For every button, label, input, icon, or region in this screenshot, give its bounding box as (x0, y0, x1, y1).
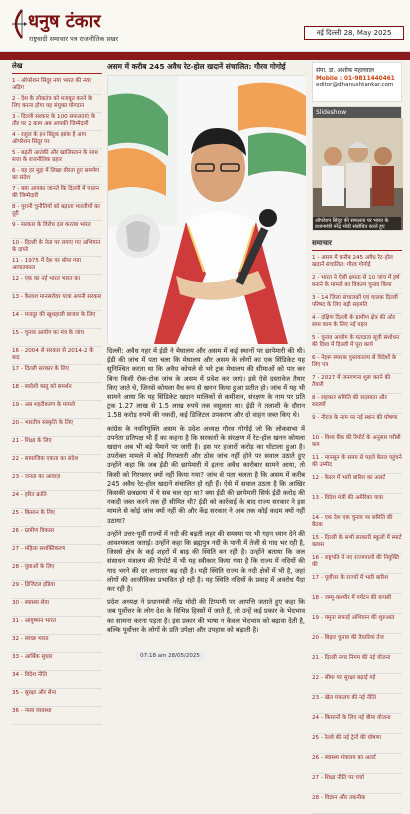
news-link[interactable]: 10 - विश्व बैंक की रिपोर्ट के अनुसार गरीबी कम (312, 434, 402, 454)
left-article-link[interactable]: 28 - युवाओं के लिए (12, 563, 102, 581)
news-section (312, 239, 402, 814)
left-article-link[interactable]: 26 - ग्रामीण विकास (12, 527, 102, 545)
slideshow-photo (313, 118, 403, 230)
left-article-link[interactable]: 24 - हरित क्रांति (12, 491, 102, 509)
site-tagline: राष्ट्रवादी समाचार पत्र राजनीतिक प्रखर (29, 35, 119, 43)
news-heading: समाचार (312, 239, 402, 251)
article-paragraph: कांग्रेस के नवनियुक्ति असम के प्रदेश अध्यक्ष गौरव गोगोई जो कि लोकसभा में उपनेता प्रतिपक्ष भी हैं का कहना है कि सरकारों के संरक्षण में रेट-होल खनन कोयला खदान अब भी बड़े पैमाने पर जारी है। इस पर हजारों करोड़ का घोटाला हुआ है। उपरोक्त मामले में कोई गिरफ्तारी और ठोस जांच नहीं होने पर सवाल उठाते हुए उन्होंने कहा कि जब ईडी की छापेमारी में इतना अवैध कारोबार सामने आया, तो किसी को गिरफ्तार क्यों नहीं किया गया? जांच से पता चलता है कि असम में करीब 245 अवैध रेट-होल खदानें संचालित हो रही हैं। ऐसे में सवाल उठता है कि आखिर किसकी छत्रछाया में ये सब चल रहा था? क्या ईडी की छापेमारी सिर्फ ईडी करोड़ की नकदी जब्त करने तक ही सीमित थी? ईडी को कार्रवाई के बाद राज्य सरकार ने इस मामले से कोई जांच क्यों नहीं की और केंद्र सरकार ने अब तक कोई कदम क्यों नहीं उठाया? (107, 424, 305, 525)
news-link[interactable]: 16 - राष्ट्रपति ने नए राज्यपालों की नियुक्ति की (312, 554, 402, 574)
news-link[interactable]: 14 - एक देश एक चुनाव पर समिति की बैठक (312, 514, 402, 534)
editor-email[interactable]: editor@dhanushtankar.com (316, 82, 394, 88)
left-article-link[interactable]: 9 - सरकार के विरोध दल करतब भारत (12, 221, 102, 239)
left-article-link[interactable]: 32 - स्वच्छ भारत (12, 635, 102, 653)
article-title: असम में करीब 245 अवैध रेट-होल खदानें संचालित: गौरव गोगोई (107, 62, 286, 71)
news-link[interactable]: 23 - खेल मंत्रालय की नई नीति (312, 694, 402, 714)
left-article-link[interactable]: 34 - विदेश नीति (12, 671, 102, 689)
current-date: नई दिल्ली 28, May 2025 (304, 26, 404, 40)
left-article-link[interactable]: 5 - बढ़ती आतंकी और खालिस्तान के साथ सत्ता के राजनीतिक प्रहार (12, 149, 102, 167)
news-link[interactable]: 7 - 2027 में जनगणना शुरू करने की तैयारी (312, 374, 402, 394)
news-link[interactable]: 18 - जम्मू-कश्मीर में पर्यटन की वापसी (312, 594, 402, 614)
news-link[interactable]: 12 - केरल में भारी बारिश का अलर्ट (312, 474, 402, 494)
left-article-link[interactable]: 3 - दिल्ली सरकार के 100 सफलताएं के तौर पर 2 काम अब आपकी जिम्मेदारी (12, 113, 102, 131)
news-link[interactable]: 27 - शिक्षा नीति पर चर्चा (312, 774, 402, 794)
left-article-link[interactable]: 15 - चुनाव आयोग का मंत्र के जांच (12, 329, 102, 347)
news-link[interactable]: 19 - यमुना सफाई अभियान की शुरुआत (312, 614, 402, 634)
left-article-link[interactable]: 7 - क्या आपका जानते कि दिल्ली में पालन की जिम्मेदारी (12, 185, 102, 203)
left-article-link[interactable]: 27 - महिला सशक्तिकरण (12, 545, 102, 563)
left-article-link[interactable]: 22 - सामाजिक एकता का संदेश (12, 455, 102, 473)
speaker-photo (108, 76, 306, 344)
news-link[interactable]: 6 - नेहरू स्मारक पुस्तकालय से विदेशों के लिए पत्र (312, 354, 402, 374)
news-link[interactable]: 5 - चुनाव आयोग के मतदाता सूची संशोधन की दिशा में दिल्ली में पूरा कार्य (312, 334, 402, 354)
editor-box (312, 62, 402, 102)
left-article-link[interactable]: 16 - 2004 से सरकार से 2014-2 के बाद (12, 347, 102, 365)
news-list (312, 254, 402, 814)
left-article-link[interactable]: 19 - अब शहरीकरण के मामले (12, 401, 102, 419)
left-article-link[interactable]: 14 - मजदूर की खुशहाली बाजार के लिए (12, 311, 102, 329)
news-link[interactable]: 25 - रेलवे की नई ट्रेनों की घोषणा (312, 734, 402, 754)
left-article-link[interactable]: 23 - जनता का आवाज़ (12, 473, 102, 491)
main-article (107, 62, 305, 720)
article-hero-image (107, 75, 305, 343)
left-article-link[interactable]: 11 - 1975 में देश पर थोपा गया आपातकाल (12, 257, 102, 275)
left-article-link[interactable]: 4 - राहुल के इन बिंदुक झांक है आप ऑपरेशन सिंदूर पर (12, 131, 102, 149)
news-link[interactable]: 2 - भारत ने ऐसी क्षमता से 10 जांच में हर्ष बनाने के मामले का विकल्प चुनाव किया (312, 274, 402, 294)
left-article-link[interactable]: 2 - देश के लोकतंत्र को मजबूत करने के लिए करना होगा यह संयुक्त योगदान (12, 95, 102, 113)
news-link[interactable]: 17 - पूर्वोत्तर के राज्यों में भारी बारिश (312, 574, 402, 594)
article-timestamp: 07:18 am 28/05/2025 (135, 651, 205, 661)
left-article-link[interactable]: 33 - आर्थिक सुधार (12, 653, 102, 671)
article-paragraph: दिल्ली: अवैध नहर में ईडी ने मेघालय और असम में कई स्थानों पर छापेमारी की थी। ईडी की जांच में पता चला कि मेघालय और असम के लोगों का एक सिंडिकेट यह सुनिश्चित करता था कि अवैध कोयले से भरे ट्रक मेघालय की सीमाओं को पार कर बिना किसी रोक-टोक जांच के असम में प्रवेश कर जाएं। इसे ऐसे दस्तावेज तैयार किए जाते थे, जिनसे कोयला वैध रूप से खनन किया हुआ प्रतीत हो। जांच में यह भी सामने आया कि यह सिंडिकेट खदान मालिकों से कमीशन, संरक्षण के नाम पर प्रति ट्रक 1.27 लाख से 1.5 लाख रुपये तक वसूलता था। ईडी ने तलाशी के दौरान 1.58 करोड़ रुपये की नकदी, कई डिजिटल उपकरण और दो वाहन जब्त किए थे। (107, 347, 305, 420)
left-article-link[interactable]: 18 - स्वदेशी वस्तु को समर्थन (12, 383, 102, 401)
left-article-link[interactable]: 8 - पुरानी चुनौतियों को बढ़ाता भारतीयों का दूरी (12, 203, 102, 221)
left-article-link[interactable]: 30 - स्वास्थ्य सेवा (12, 599, 102, 617)
left-article-link[interactable]: 29 - डिजिटल इंडिया (12, 581, 102, 599)
left-article-link[interactable]: 1 - ऑपरेशन सिंदूर नया भारत की नया अडिग (12, 77, 102, 95)
left-article-link[interactable]: 13 - कैलाश मानसरोवर यात्रा अपनी सरकार (12, 293, 102, 311)
article-body (107, 347, 305, 635)
left-article-link[interactable]: 10 - दिल्ली के नेता पर लगाए गए अभियान के दायरे (12, 239, 102, 257)
news-link[interactable]: 11 - मानसून के समय से पहले केरल पहुंचने की उम्मीद (312, 454, 402, 474)
news-link[interactable]: 13 - विदेश मंत्री की अमेरिका यात्रा (312, 494, 402, 514)
left-article-link[interactable]: 17 - दिल्ली सरकार के लिए (12, 365, 102, 383)
news-link[interactable]: 9 - नीरज के नाम पर नई स्थान की घोषणा (312, 414, 402, 434)
news-link[interactable]: 4 - दक्षिण दिल्ली के ग्रामीण क्षेत्र की ओर साथ काम के लिए नई पहल (312, 314, 402, 334)
left-article-link[interactable]: 25 - किसान के लिए (12, 509, 102, 527)
nav-bar (0, 52, 410, 60)
right-sidebar (312, 62, 402, 801)
site-logo[interactable] (8, 7, 128, 45)
mobile-label: Mobile : (316, 76, 343, 82)
news-link[interactable]: 22 - सीमा पर सुरक्षा बढ़ाई गई (312, 674, 402, 694)
site-title: धनुष टंकार (28, 11, 101, 32)
news-link[interactable]: 1 - असम में करीब 245 अवैध रेट-होल खदानें संचालित: गौरव गोगोई (312, 254, 402, 274)
bow-icon (8, 9, 28, 39)
slideshow-label: Slideshow (313, 107, 401, 118)
left-section-heading: लेख (12, 62, 102, 74)
slideshow-caption: ऑपरेशन सिंदूर की सफलता पर भारत के प्रधानमंत्री नरेंद्र मोदी संबोधित करते हुए (313, 217, 401, 230)
news-link[interactable]: 21 - दिल्ली नगर निगम की नई योजना (312, 654, 402, 674)
news-link[interactable]: 24 - किसानों के लिए नई बीमा योजना (312, 714, 402, 734)
left-sidebar (12, 62, 102, 720)
left-article-link[interactable]: 20 - भारतीय संस्कृति के लिए (12, 419, 102, 437)
site-header (0, 0, 410, 52)
left-article-link[interactable]: 21 - शिक्षा के लिए (12, 437, 102, 455)
news-link[interactable]: 3 - 14 जिला संचालकों एवं चालक दिल्ली परिषद के लिए बड़ी सहमति (312, 294, 402, 314)
news-link[interactable]: 20 - बिहार चुनाव की तैयारियां तेज (312, 634, 402, 654)
left-article-link[interactable]: 36 - न्याय व्यवस्था (12, 707, 102, 725)
news-link[interactable]: 26 - स्वास्थ्य मंत्रालय का अलर्ट (312, 754, 402, 774)
mobile-number[interactable]: 01-9811440461 (344, 76, 395, 82)
article-paragraph: प्रदेश अध्यक्ष ने प्रधानमंत्री नरेंद्र मोदी की टिप्पणी पर आपत्ति जताते हुए कहा कि जब पूर्वोत्तर के लोग देश के विभिन्न हिस्सों में जाते हैं, तो उन्हें कई प्रकार के भेदभाव का सामना करना पड़ता है। इस प्रकार की भाषा न केवल भेदभाव को बढ़ावा देती है, बल्कि पूर्वोत्तर के लोगों के प्रति उपेक्षा और उपहास को बढ़ाती है। (107, 598, 305, 634)
left-article-link[interactable]: 12 - एक का नई भारत भारत का (12, 275, 102, 293)
news-link[interactable]: 28 - विज्ञान और तकनीक (312, 794, 402, 814)
news-link[interactable]: 15 - दिल्ली के सभी सरकारी स्कूलों में स्मार्ट क्लास (312, 534, 402, 554)
news-link[interactable]: 8 - सहकार समिति की सदस्यता और सदस्यों (312, 394, 402, 414)
slideshow[interactable] (312, 106, 402, 231)
left-article-link[interactable]: 6 - वह हर मुद्दा में लिखा वीरता हुए समर्पण का संदेश (12, 167, 102, 185)
editor-name: संपा. डा. अशोक महलवाल (316, 67, 374, 74)
article-paragraph: उन्होंने उत्तर-पूर्वी राज्यों में नदी की बढ़ती लहर की समस्या पर भी गहन ध्यान देने की आवश्यकता जताई। उन्होंने कहा कि ब्रह्मपुत्र नदी के पानी में तेजी से गाद भर रही है, जिससे क्षेत्र के कई शहरों में बाढ़ की स्थिति बन रही है। उन्होंने बताया कि जल संसाधन मंत्रालय की रिपोर्ट में भी यह स्वीकार किया गया है कि राज्य में नदियों की गाद भरने की दर लगातार बढ़ रही है। यही स्थिति राज्य के नदी क्षेत्रों में भी है, जहां लोगों की आजीविका प्रभावित हो रही है। यह स्थिति नदियों के प्रवाह में अवरोध पैदा कर रही है। (107, 529, 305, 594)
left-article-link[interactable]: 31 - आयुष्मान भारत (12, 617, 102, 635)
left-article-link[interactable]: 35 - सुरक्षा और सेना (12, 689, 102, 707)
left-article-list (12, 77, 102, 725)
